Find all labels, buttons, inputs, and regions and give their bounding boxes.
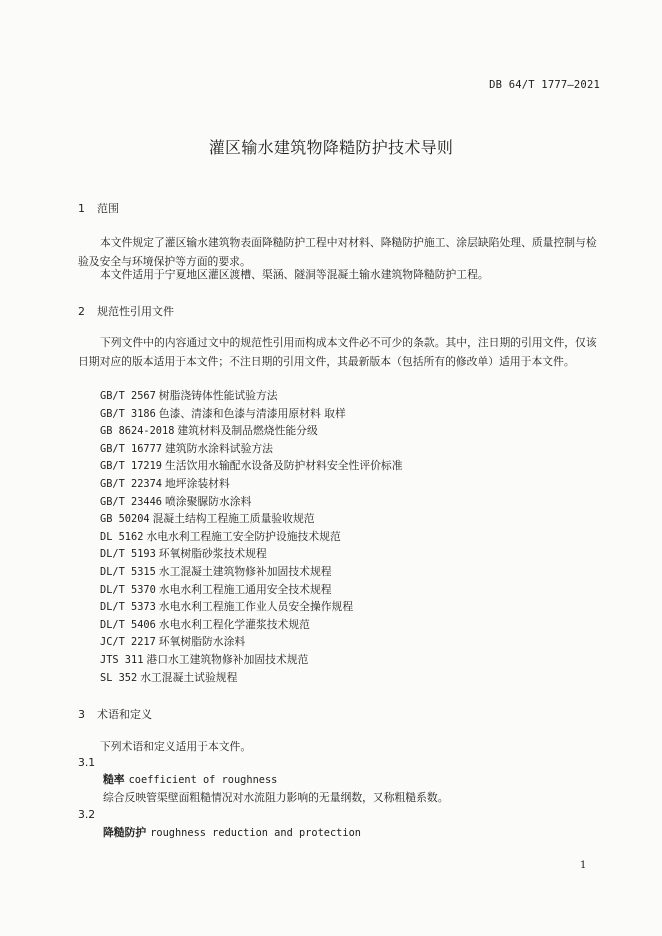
- reference-list: [100, 387, 403, 686]
- reference-item: [100, 651, 403, 669]
- page-number: 1: [580, 860, 587, 871]
- section-title: 范围: [97, 202, 119, 215]
- section-number: 1: [78, 202, 85, 215]
- reference-name: 喷涂聚脲防水涂料: [165, 494, 252, 508]
- term-english: coefficient of roughness: [128, 774, 278, 786]
- term-entry: [103, 825, 361, 840]
- reference-item: [100, 669, 403, 687]
- section-heading-scope: [78, 200, 119, 216]
- reference-name: 地坪涂装材料: [165, 476, 230, 490]
- term-definition: 综合反映管渠壁面粗糙情况对水流阻力影响的无量纲数，又称粗糙系数。: [103, 791, 449, 804]
- reference-item: [100, 598, 403, 616]
- reference-name: 生活饮用水输配水设备及防护材料安全性评价标准: [165, 459, 403, 473]
- reference-item: [100, 493, 403, 511]
- reference-name: 水电水利工程化学灌浆技术规范: [158, 617, 310, 631]
- reference-item: [100, 545, 403, 563]
- reference-item: [100, 510, 403, 528]
- reference-code: DL/T 5370: [100, 583, 156, 596]
- term-chinese: 糙率: [103, 773, 125, 786]
- term-english: roughness reduction and protection: [150, 827, 361, 839]
- reference-code: GB/T 17219: [100, 460, 162, 473]
- reference-item: [100, 422, 403, 440]
- reference-name: 建筑材料及制品燃烧性能分级: [177, 424, 318, 438]
- term-chinese: 降糙防护: [103, 826, 147, 839]
- reference-code: GB 8624-2018: [100, 425, 175, 438]
- reference-item: [100, 581, 403, 599]
- reference-name: 环氧树脂砂浆技术规程: [158, 547, 267, 561]
- terms-intro: 下列术语和定义适用于本文件。: [100, 740, 252, 753]
- reference-item: [100, 616, 403, 634]
- reference-item: [100, 405, 403, 423]
- reference-name: 环氧树脂防水涂料: [158, 635, 246, 649]
- reference-code: DL/T 5315: [100, 565, 156, 578]
- reference-name: 水工混凝土建筑物修补加固技术规程: [158, 564, 332, 578]
- reference-code: DL/T 5193: [100, 548, 156, 561]
- scope-paragraph-2: 本文件适用于宁夏地区灌区渡槽、渠涵、隧洞等混凝土输水建筑物降糙防护工程。: [100, 268, 489, 281]
- reference-name: 水电水利工程施工安全防护设施技术规范: [146, 529, 341, 543]
- section-title: 术语和定义: [97, 708, 152, 721]
- document-title: 灌区输水建筑物降糙防护技术导则: [208, 138, 454, 157]
- term-number: 3.1: [78, 756, 96, 769]
- reference-code: DL/T 5406: [100, 618, 156, 631]
- reference-name: 水电水利工程施工通用安全技术规程: [158, 582, 332, 596]
- reference-name: 混凝土结构工程施工质量验收规范: [152, 512, 315, 526]
- reference-item: [100, 457, 403, 475]
- reference-code: GB/T 23446: [100, 495, 162, 508]
- section-heading-terms: [78, 706, 152, 722]
- document-code: DB 64/T 1777—2021: [489, 79, 600, 91]
- term-number: 3.2: [78, 808, 96, 821]
- reference-item: [100, 475, 403, 493]
- section-number: 2: [78, 305, 85, 318]
- section-title: 规范性引用文件: [97, 305, 174, 318]
- reference-item: [100, 440, 403, 458]
- normative-intro: 下列文件中的内容通过文中的规范性引用而构成本文件必不可少的条款。其中，注日期的引用文件，仅该日期对应的版本适用于本文件；不注日期的引用文件，其最新版本（包括所有的修改单）适用于本文件。: [78, 336, 597, 368]
- reference-code: GB 50204: [100, 513, 150, 526]
- section-heading-normative: [78, 303, 174, 319]
- reference-code: GB/T 16777: [100, 442, 162, 455]
- reference-code: DL/T 5373: [100, 601, 156, 614]
- reference-name: 港口水工建筑物修补加固技术规范: [146, 652, 309, 666]
- reference-code: JC/T 2217: [100, 636, 156, 649]
- reference-code: GB/T 3186: [100, 407, 156, 420]
- reference-code: JTS 311: [100, 653, 144, 666]
- reference-code: DL 5162: [100, 530, 144, 543]
- section-number: 3: [78, 708, 85, 721]
- reference-item: [100, 563, 403, 581]
- reference-name: 水电水利工程施工作业人员安全操作规程: [158, 600, 354, 614]
- reference-name: 树脂浇铸体性能试验方法: [158, 389, 278, 402]
- reference-code: SL 352: [100, 671, 138, 684]
- reference-item: [100, 528, 403, 546]
- reference-name: 建筑防水涂料试验方法: [165, 441, 273, 455]
- reference-code: GB/T 2567: [100, 390, 156, 402]
- reference-item: [100, 633, 403, 651]
- reference-name: 水工混凝土试验规程: [140, 670, 238, 684]
- reference-item: [100, 387, 403, 405]
- reference-name: 色漆、清漆和色漆与清漆用原材料 取样: [158, 406, 346, 420]
- scope-paragraph-1: 本文件规定了灌区输水建筑物表面降糙防护工程中对材料、降糙防护施工、涂层缺陷处理、质量控制与检验及安全与环境保护等方面的要求。: [78, 236, 597, 268]
- term-entry: [103, 772, 277, 787]
- reference-code: GB/T 22374: [100, 477, 162, 490]
